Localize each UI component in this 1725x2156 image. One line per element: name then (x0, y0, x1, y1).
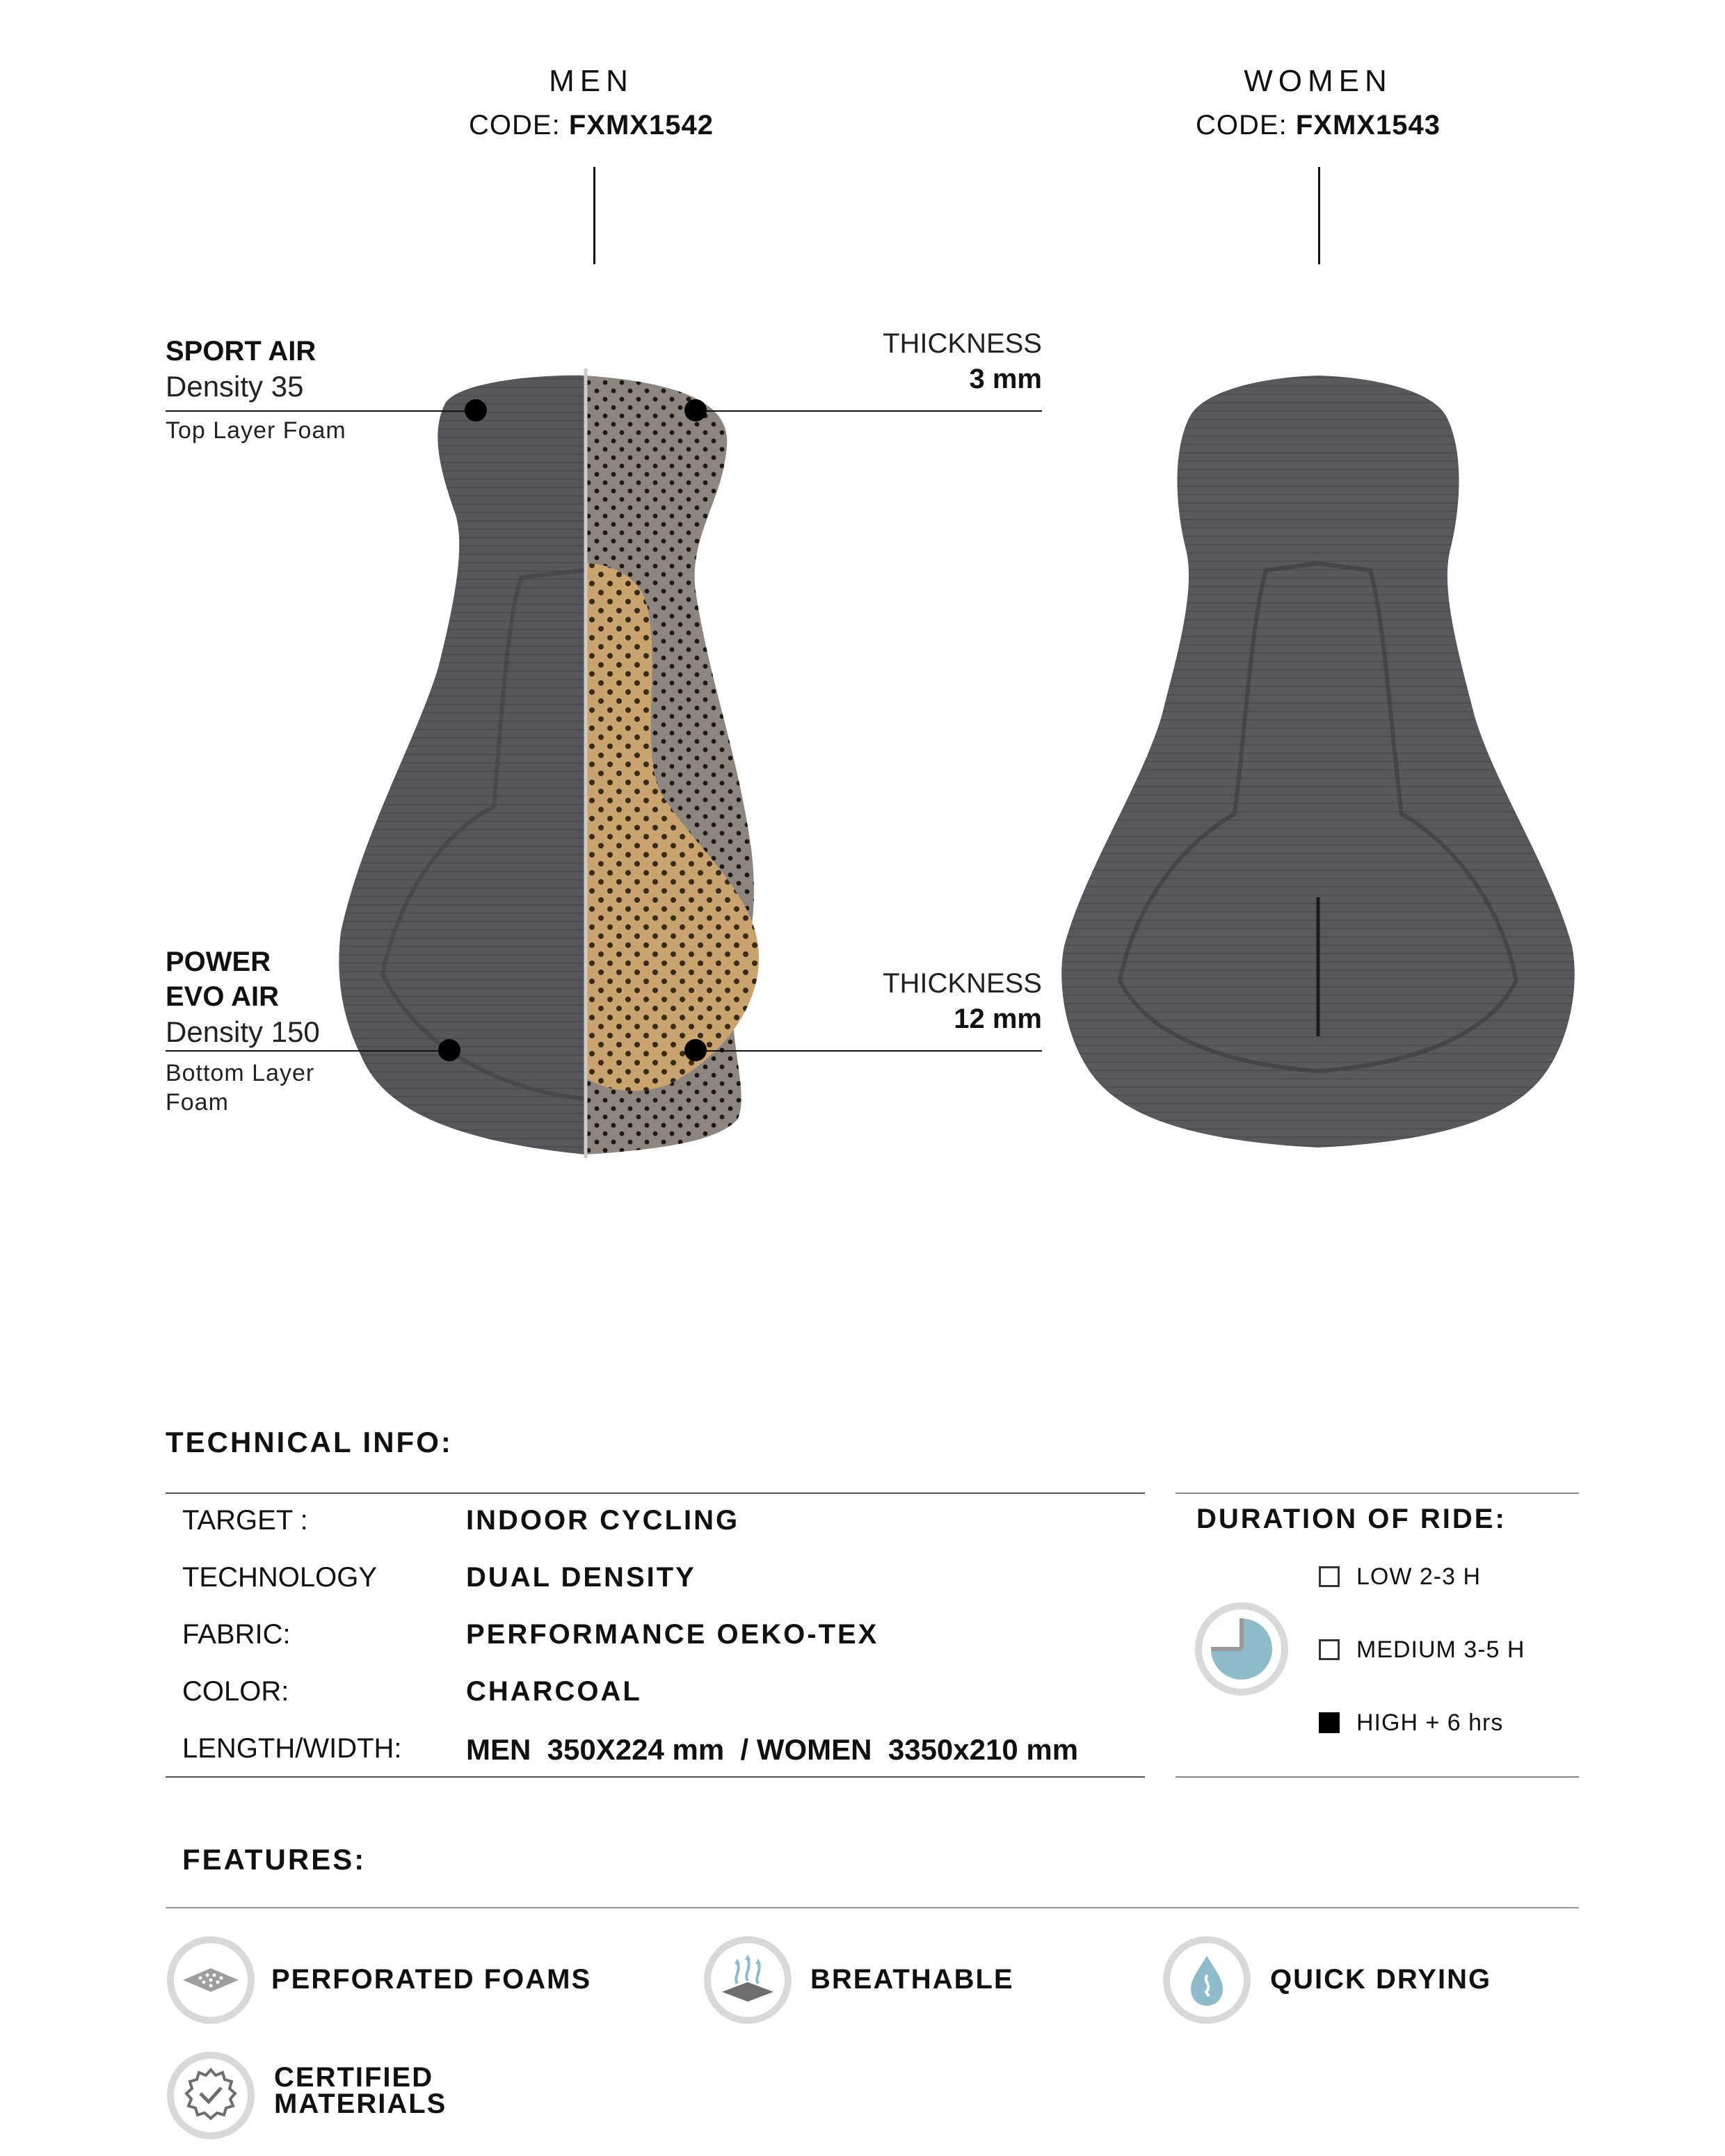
thickness-top-label: THICKNESS (883, 328, 1042, 359)
thickness-bottom-label: THICKNESS (883, 968, 1042, 999)
feature-quick-drying-label: QUICK DRYING (1270, 1964, 1492, 1995)
technical-heading: TECHNICAL INFO: (166, 1426, 453, 1458)
women-pointer-line (1318, 167, 1320, 264)
thickness-top-dot (684, 399, 707, 421)
feature-certified-line2: MATERIALS (274, 2089, 447, 2119)
duration-medium-label: MEDIUM 3-5 H (1356, 1636, 1525, 1663)
women-code (1116, 110, 1520, 141)
women-code-value: FXMX1543 (1295, 110, 1441, 140)
row-key-color: COLOR: (182, 1676, 289, 1707)
men-code-value: FXMX1542 (568, 110, 714, 140)
duration-high-checkbox (1319, 1712, 1340, 1733)
duration-medium-checkbox (1319, 1639, 1340, 1660)
women-title: WOMEN (1244, 64, 1393, 98)
features-heading: FEATURES: (182, 1843, 367, 1876)
power-evo-desc-1: Bottom Layer (166, 1060, 315, 1086)
thickness-bottom-value: 12 mm (954, 1004, 1042, 1034)
clock-duration-icon (1195, 1602, 1288, 1696)
thickness-top-leader (696, 410, 1042, 412)
sport-air-name: SPORT AIR (166, 336, 316, 367)
feature-certified-label (274, 2064, 447, 2117)
thickness-bottom-callout (764, 965, 1042, 1036)
perforated-foam-icon (166, 1935, 256, 2025)
row-value-technology: DUAL DENSITY (466, 1562, 696, 1593)
duration-bottom-rule (1176, 1776, 1579, 1778)
feature-perforated-label: PERFORATED FOAMS (271, 1964, 592, 1995)
row-key-length-width: LENGTH/WIDTH: (182, 1733, 402, 1764)
duration-low-checkbox (1319, 1566, 1340, 1587)
men-title: MEN (549, 64, 634, 98)
row-value-fabric: PERFORMANCE OEKO-TEX (466, 1619, 879, 1650)
sport-air-density: Density 35 (166, 370, 304, 403)
power-evo-desc (166, 1059, 458, 1117)
sport-air-dot (465, 399, 487, 421)
power-evo-name-1: POWER (166, 947, 271, 977)
feature-breathable-label: BREATHABLE (810, 1964, 1014, 1995)
power-evo-name-2: EVO AIR (166, 981, 279, 1012)
men-code (390, 110, 793, 141)
power-evo-callout (166, 944, 458, 1050)
power-evo-density: Density 150 (166, 1015, 320, 1048)
duration-high-label: HIGH + 6 hrs (1356, 1709, 1504, 1736)
sport-air-leader (166, 410, 477, 412)
row-value-target: INDOOR CYCLING (466, 1505, 740, 1536)
sport-air-desc: Top Layer Foam (166, 417, 346, 444)
water-drop-icon (1162, 1935, 1252, 2025)
technical-bottom-rule (166, 1776, 1145, 1778)
thickness-top-value: 3 mm (969, 364, 1042, 394)
women-code-label: CODE: (1196, 110, 1287, 140)
row-key-target: TARGET : (182, 1505, 308, 1536)
men-code-label: CODE: (469, 110, 561, 140)
women-pad-image (1057, 369, 1586, 1161)
thickness-top-callout (764, 325, 1042, 396)
thickness-bottom-dot (684, 1039, 707, 1061)
technical-top-rule (166, 1493, 1145, 1494)
duration-heading: DURATION OF RIDE: (1196, 1504, 1507, 1534)
row-key-fabric: FABRIC: (182, 1619, 291, 1650)
row-value-color: CHARCOAL (466, 1676, 642, 1707)
certified-badge-icon (166, 2050, 256, 2141)
row-value-length-width: MEN 350X224 mm / WOMEN 3350x210 mm (466, 1733, 1079, 1766)
duration-top-rule (1176, 1493, 1579, 1494)
sport-air-callout (166, 334, 458, 405)
row-key-technology: TECHNOLOGY (182, 1562, 378, 1593)
breathable-icon (703, 1935, 793, 2025)
features-rule (166, 1907, 1579, 1908)
men-pointer-line (593, 167, 595, 264)
duration-low-label: LOW 2-3 H (1356, 1563, 1482, 1590)
power-evo-desc-2: Foam (166, 1089, 229, 1116)
thickness-bottom-leader (696, 1050, 1042, 1052)
power-evo-leader (166, 1050, 451, 1052)
feature-certified-line1: CERTIFIED (274, 2062, 434, 2093)
